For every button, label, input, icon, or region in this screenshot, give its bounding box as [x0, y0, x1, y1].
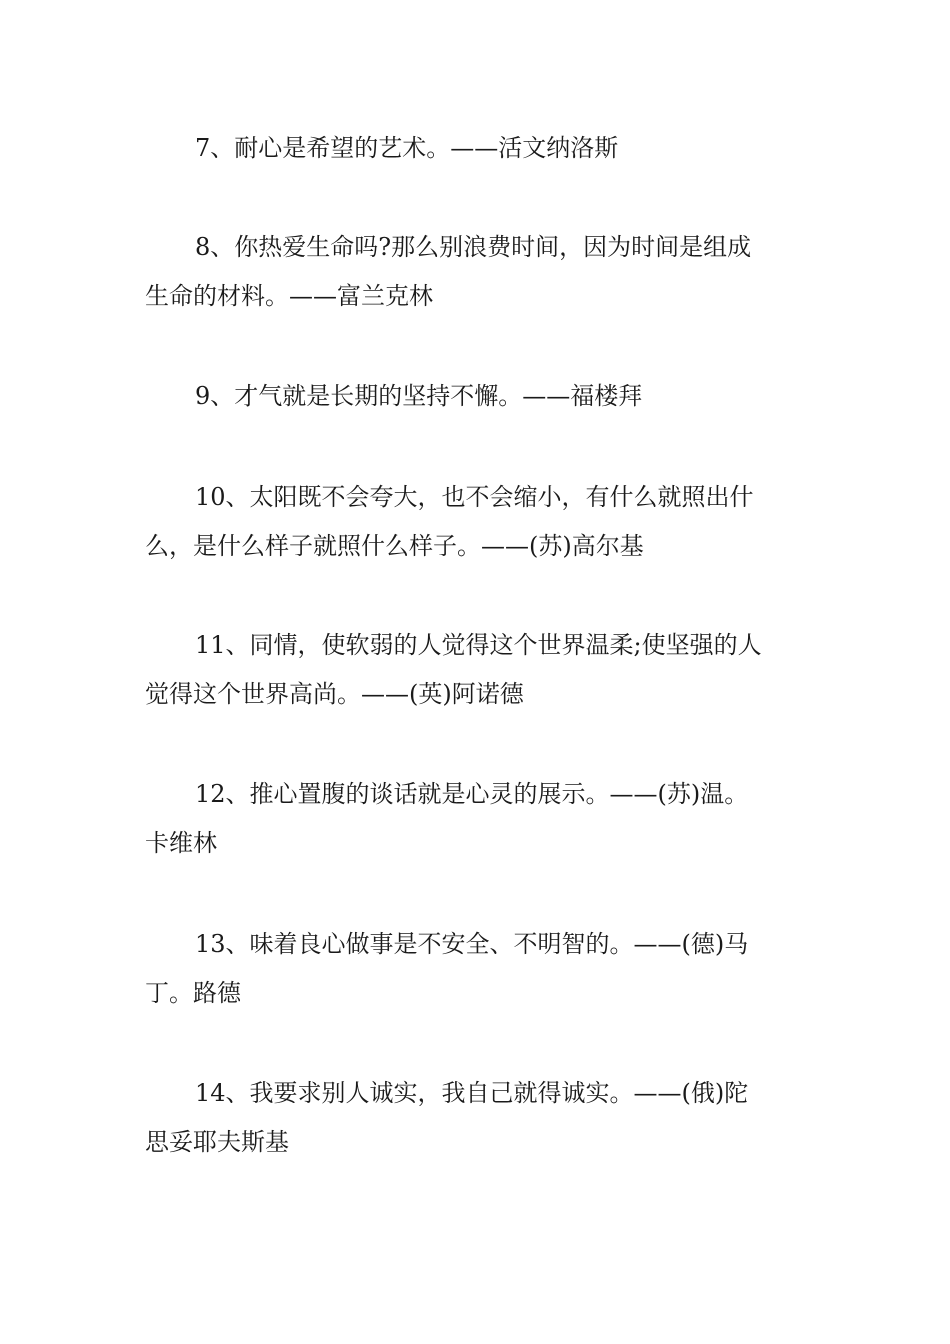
- quote-item: [145, 1069, 810, 1167]
- quote-item: [145, 473, 810, 571]
- quote-line: 觉得这个世界高尚。——(英)阿诺德: [145, 680, 524, 708]
- quote-line: 7、耐心是希望的艺术。——活文纳洛斯: [195, 134, 619, 162]
- quote-item: [145, 621, 810, 719]
- quote-line: 8、你热爱生命吗?那么别浪费时间，因为时间是组成: [195, 233, 752, 261]
- quote-item: [145, 770, 810, 868]
- quote-item: [145, 920, 810, 1018]
- quote-line: 么，是什么样子就照什么样子。——(苏)高尔基: [145, 532, 644, 560]
- quote-line: 思妥耶夫斯基: [145, 1128, 289, 1156]
- quote-line: 9、才气就是长期的坚持不懈。——福楼拜: [195, 382, 643, 410]
- quote-line: 卡维林: [145, 829, 217, 857]
- quote-item: [145, 372, 810, 421]
- quote-line: 13、味着良心做事是不安全、不明智的。——(德)马: [195, 930, 749, 958]
- quote-line: 生命的材料。——富兰克林: [145, 282, 433, 310]
- quote-line: 12、推心置腹的谈话就是心灵的展示。——(苏)温。: [195, 780, 749, 808]
- quote-item: [145, 223, 810, 321]
- quote-line: 11、同情，使软弱的人觉得这个世界温柔;使坚强的人: [195, 631, 762, 659]
- quote-item: [145, 124, 810, 173]
- quote-line: 10、太阳既不会夸大，也不会缩小，有什么就照出什: [195, 483, 754, 511]
- quote-line: 丁。路德: [145, 979, 241, 1007]
- quote-line: 14、我要求别人诚实，我自己就得诚实。——(俄)陀: [195, 1079, 749, 1107]
